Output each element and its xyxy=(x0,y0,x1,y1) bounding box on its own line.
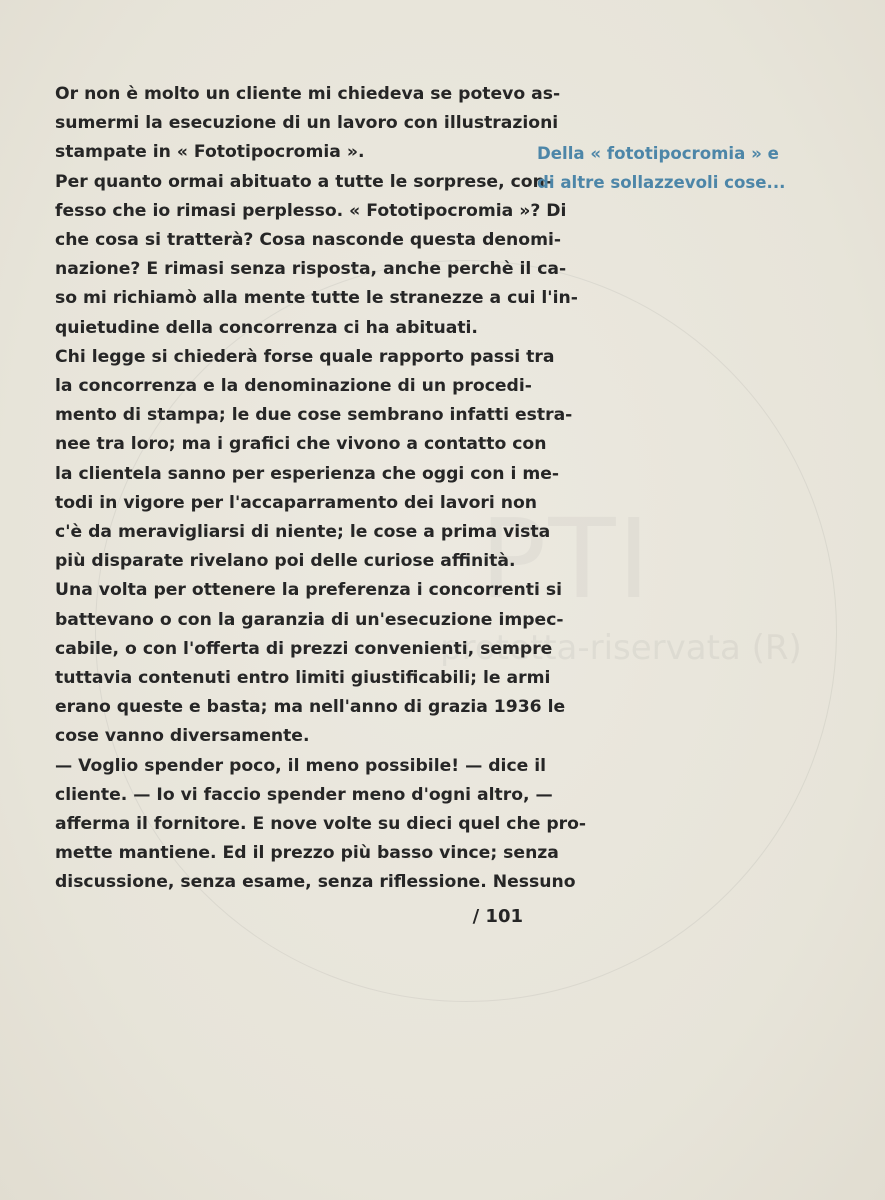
body-line: Per quanto ormai abituato a tutte le sorprese, con- xyxy=(55,171,552,192)
body-line: battevano o con la garanzia di un'esecuzione impec- xyxy=(55,609,564,630)
body-line: sumermi la esecuzione di un lavoro con illustrazioni xyxy=(55,113,559,134)
body-line: la concorrenza e la denominazione di un procedi- xyxy=(55,376,532,397)
body-line: discussione, senza esame, senza riflessione. Nessuno xyxy=(55,872,576,893)
body-line: c'è da meravigliarsi di niente; le cose a prima vista xyxy=(55,522,551,543)
body-line: quietudine della concorrenza ci ha abituati. xyxy=(55,317,478,338)
body-line: — Voglio spender poco, il meno possibile! — dice il xyxy=(55,755,547,776)
body-line: fesso che io rimasi perplesso. « Fototipocromia »? Di xyxy=(55,200,567,221)
body-line: Chi legge si chiederà forse quale rapporto passi tra xyxy=(55,346,555,367)
margin-note xyxy=(537,139,786,197)
body-line: Or non è molto un cliente mi chiedeva se potevo as- xyxy=(55,84,561,104)
margin-note-line: di altre sollazzevoli cose... xyxy=(537,173,786,192)
watermark-caption: protetta-riservata (R) xyxy=(440,628,802,668)
watermark-logo-text: PTI xyxy=(480,495,652,623)
body-line: cliente. — Io vi faccio spender meno d'ogni altro, — xyxy=(55,784,553,805)
body-line: che cosa si tratterà? Cosa nasconde questa denomi- xyxy=(55,230,562,251)
body-line: nee tra loro; ma i grafici che vivono a contatto con xyxy=(55,434,547,455)
body-line: nazione? E rimasi senza risposta, anche perchè il ca- xyxy=(55,259,567,280)
body-line: todi in vigore per l'accaparramento dei lavori non xyxy=(55,492,538,513)
margin-note-line: Della « fototipocromia » e xyxy=(537,144,779,163)
body-line: stampate in « Fototipocromia ». xyxy=(55,142,365,163)
body-line: Una volta per ottenere la preferenza i concorrenti si xyxy=(55,580,562,601)
body-line: tuttavia contenuti entro limiti giustificabili; le armi xyxy=(55,668,551,689)
body-line: mette mantiene. Ed il prezzo più basso vince; senza xyxy=(55,843,559,864)
body-line: afferma il fornitore. E nove volte su dieci quel che pro- xyxy=(55,814,587,835)
body-line: cabile, o con l'offerta di prezzi convenienti, sempre xyxy=(55,638,553,659)
body-line: mento di stampa; le due cose sembrano infatti estra- xyxy=(55,405,573,426)
body-line: so mi richiamò alla mente tutte le stranezze a cui l'in- xyxy=(55,288,578,309)
body-line: la clientela sanno per esperienza che oggi con i me- xyxy=(55,463,560,484)
body-line: più disparate rivelano poi delle curiose affinità. xyxy=(55,551,516,572)
body-line: cose vanno diversamente. xyxy=(55,726,310,747)
body-line: erano queste e basta; ma nell'anno di grazia 1936 le xyxy=(55,697,566,718)
page-number: / 101 xyxy=(472,906,523,927)
